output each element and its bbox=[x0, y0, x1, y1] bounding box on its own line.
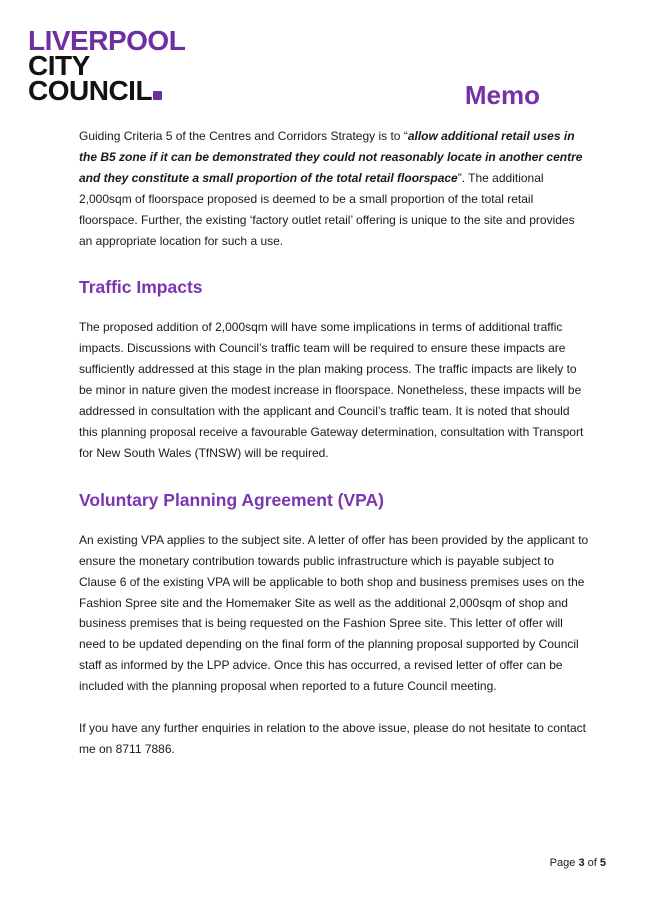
page-word: Page bbox=[549, 857, 576, 869]
logo-line-2: CITY bbox=[28, 50, 90, 81]
logo-line-3 bbox=[28, 75, 185, 106]
total-pages: 5 bbox=[599, 857, 606, 869]
vpa-heading: Voluntary Planning Agreement (VPA) bbox=[79, 489, 384, 510]
logo-mark-icon bbox=[153, 91, 162, 100]
vpa-paragraph: An existing VPA applies to the subject site. A letter of offer has been provided by the applicant to ensure the monetary contribution towards public infrastructure which is payable subject to Clause 6 of the existing VPA will be applicable to both shop and business premises uses on the Fashion Spree site and the Homemaker Site as well as the additional 2,000sqm of shop and business premises that is being requested on the Fashion Spree site. This letter of offer will need to be updated depending on the final form of the planning proposal supported by Council staff as informed by the LPP advice. Once this has occurred, a revised letter of offer can be included with the planning proposal when reported to a future Council meeting. bbox=[79, 532, 589, 694]
of-word: of bbox=[587, 857, 597, 869]
page-number bbox=[550, 857, 606, 869]
memo-title: Memo bbox=[464, 80, 540, 110]
intro-paragraph bbox=[79, 126, 591, 251]
council-logo bbox=[28, 25, 186, 106]
traffic-impacts-paragraph: The proposed addition of 2,000sqm will have some implications in terms of additional traffic impacts. Discussions with Council’s traffic team will be required to ensure these impacts are sufficiently addressed at this stage in the plan making process. The traffic impacts are likely to be minor in nature given the modest increase in floorspace. Nonetheless, these impacts will be addressed in consultation with the applicant and Council’s traffic team. It is noted that should this planning proposal receive a favourable Gateway determination, consultation with Transport for New South Wales (TfNSW) will be required. bbox=[79, 320, 584, 460]
current-page: 3 bbox=[578, 857, 585, 869]
traffic-impacts-heading: Traffic Impacts bbox=[79, 277, 203, 298]
intro-quote: allow additional retail uses in the B5 zone if it can be demonstrated they could not reasonably locate in another centre and they constitute a small proportion of the total retail floorspace bbox=[79, 129, 583, 185]
logo-line-1: LIVERPOOL bbox=[28, 25, 186, 56]
intro-text-start: Guiding Criteria 5 of the Centres and Corridors Strategy is to “ bbox=[79, 129, 408, 143]
contact-paragraph: If you have any further enquiries in relation to the above issue, please do not hesitate to contact me on 8711 7886. bbox=[79, 721, 586, 756]
memo-body bbox=[79, 126, 591, 760]
intro-text-end: ”. The additional 2,000sqm of floorspace proposed is deemed to be a small proportion of the total retail floorspace. Further, the existing ‘factory outlet retail’ offering is unique to the site and provides an appropriate location for such a use. bbox=[79, 170, 575, 248]
logo-line-3-text: COUNCIL bbox=[28, 75, 153, 106]
